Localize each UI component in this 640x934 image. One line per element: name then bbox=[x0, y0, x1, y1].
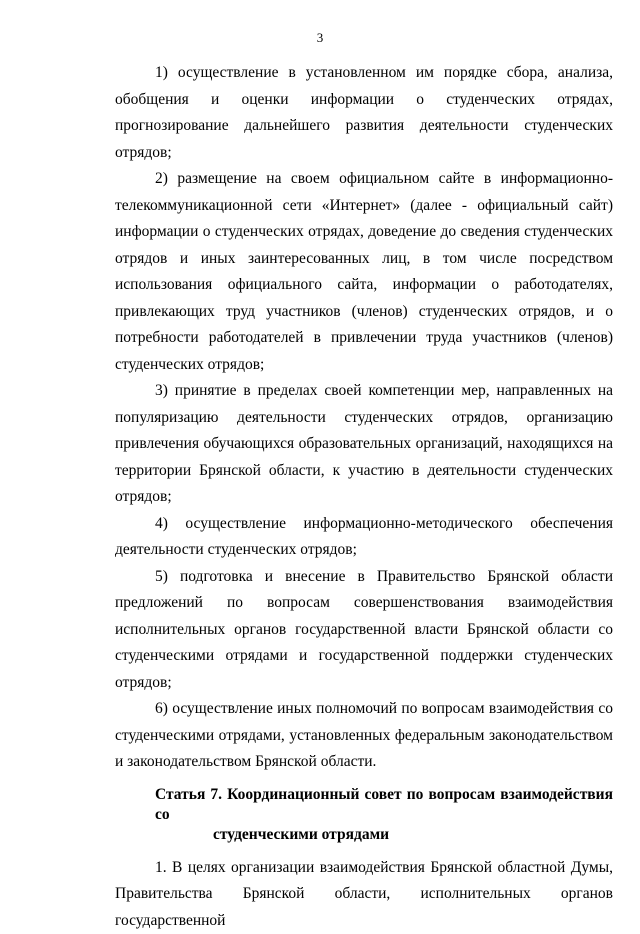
article-title-line-2: студенческими отрядами bbox=[155, 825, 613, 845]
paragraph-item-2: 2) размещение на своем официальном сайте в информационно-телекоммуникационной сети «Интернет» (далее - официальный сайт) информации о студенческих отрядах, доведение до сведения студенческих отрядов и иных заинтересованных лиц, в том числе посредством использования официального сайта, информации о работодателях, привлекающих труд участников (членов) студенческих отрядов, и о потребности работодателей в привлечении труда участников (членов) студенческих отрядов; bbox=[115, 166, 613, 378]
paragraph-item-5: 5) подготовка и внесение в Правительство Брянской области предложений по вопросам совершенствования взаимодействия исполнительных органов государственной власти Брянской области со студенческими отрядами и государственной поддержки студенческих отрядов; bbox=[115, 564, 613, 697]
paragraph-item-6: 6) осуществление иных полномочий по вопросам взаимодействия со студенческими отрядами, установленных федеральным законодательством и законодательством Брянской области. bbox=[115, 696, 613, 776]
paragraph-item-1: 1) осуществление в установленном им порядке сбора, анализа, обобщения и оценки информации о студенческих отрядах, прогнозирование дальнейшего развития деятельности студенческих отрядов; bbox=[115, 60, 613, 166]
article-title-line-1: Статья 7. Координационный совет по вопросам взаимодействия со bbox=[155, 786, 613, 823]
paragraph-item-4: 4) осуществление информационно-методического обеспечения деятельности студенческих отрядов; bbox=[115, 511, 613, 564]
page-number: 3 bbox=[0, 30, 640, 46]
article-paragraph-1: 1. В целях организации взаимодействия Брянской областной Думы, Правительства Брянской области, исполнительных органов государственной bbox=[115, 855, 613, 934]
article-heading bbox=[115, 785, 613, 845]
document-body bbox=[115, 60, 613, 934]
paragraph-item-3: 3) принятие в пределах своей компетенции мер, направленных на популяризацию деятельности студенческих отрядов, организацию привлечения обучающихся образовательных организаций, находящихся на территории Брянской области, к участию в деятельности студенческих отрядов; bbox=[115, 378, 613, 511]
